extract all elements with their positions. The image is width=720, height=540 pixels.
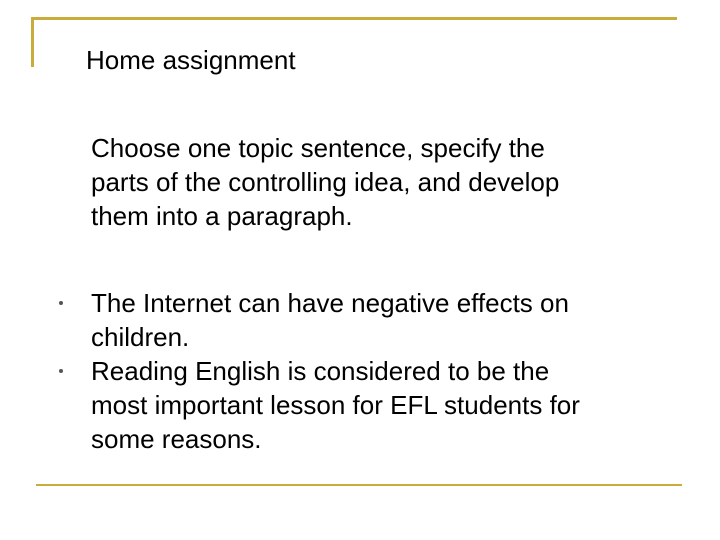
list-item (0, 354, 671, 456)
list-item-line: some reasons. (91, 424, 262, 454)
list-item-line: children. (91, 322, 190, 352)
frame-bottom-rule (36, 484, 682, 486)
bullet-dot-icon (59, 301, 63, 305)
instruction-line: Choose one topic sentence, specify the (91, 133, 545, 163)
list-item (0, 286, 671, 354)
list-item-line: most important lesson for EFL students for (91, 390, 580, 420)
instruction-line: parts of the controlling idea, and develop (91, 167, 560, 197)
slide-title: Home assignment (86, 45, 296, 75)
assignment-instruction (91, 131, 651, 233)
frame-left-rule (31, 17, 34, 67)
frame-top-rule (31, 17, 677, 20)
list-item-line: Reading English is considered to be the (91, 356, 550, 386)
instruction-line: them into a paragraph. (91, 201, 353, 231)
list-item-line: The Internet can have negative effects on (91, 288, 569, 318)
bullet-dot-icon (59, 369, 63, 373)
topic-sentence-list (0, 286, 720, 456)
